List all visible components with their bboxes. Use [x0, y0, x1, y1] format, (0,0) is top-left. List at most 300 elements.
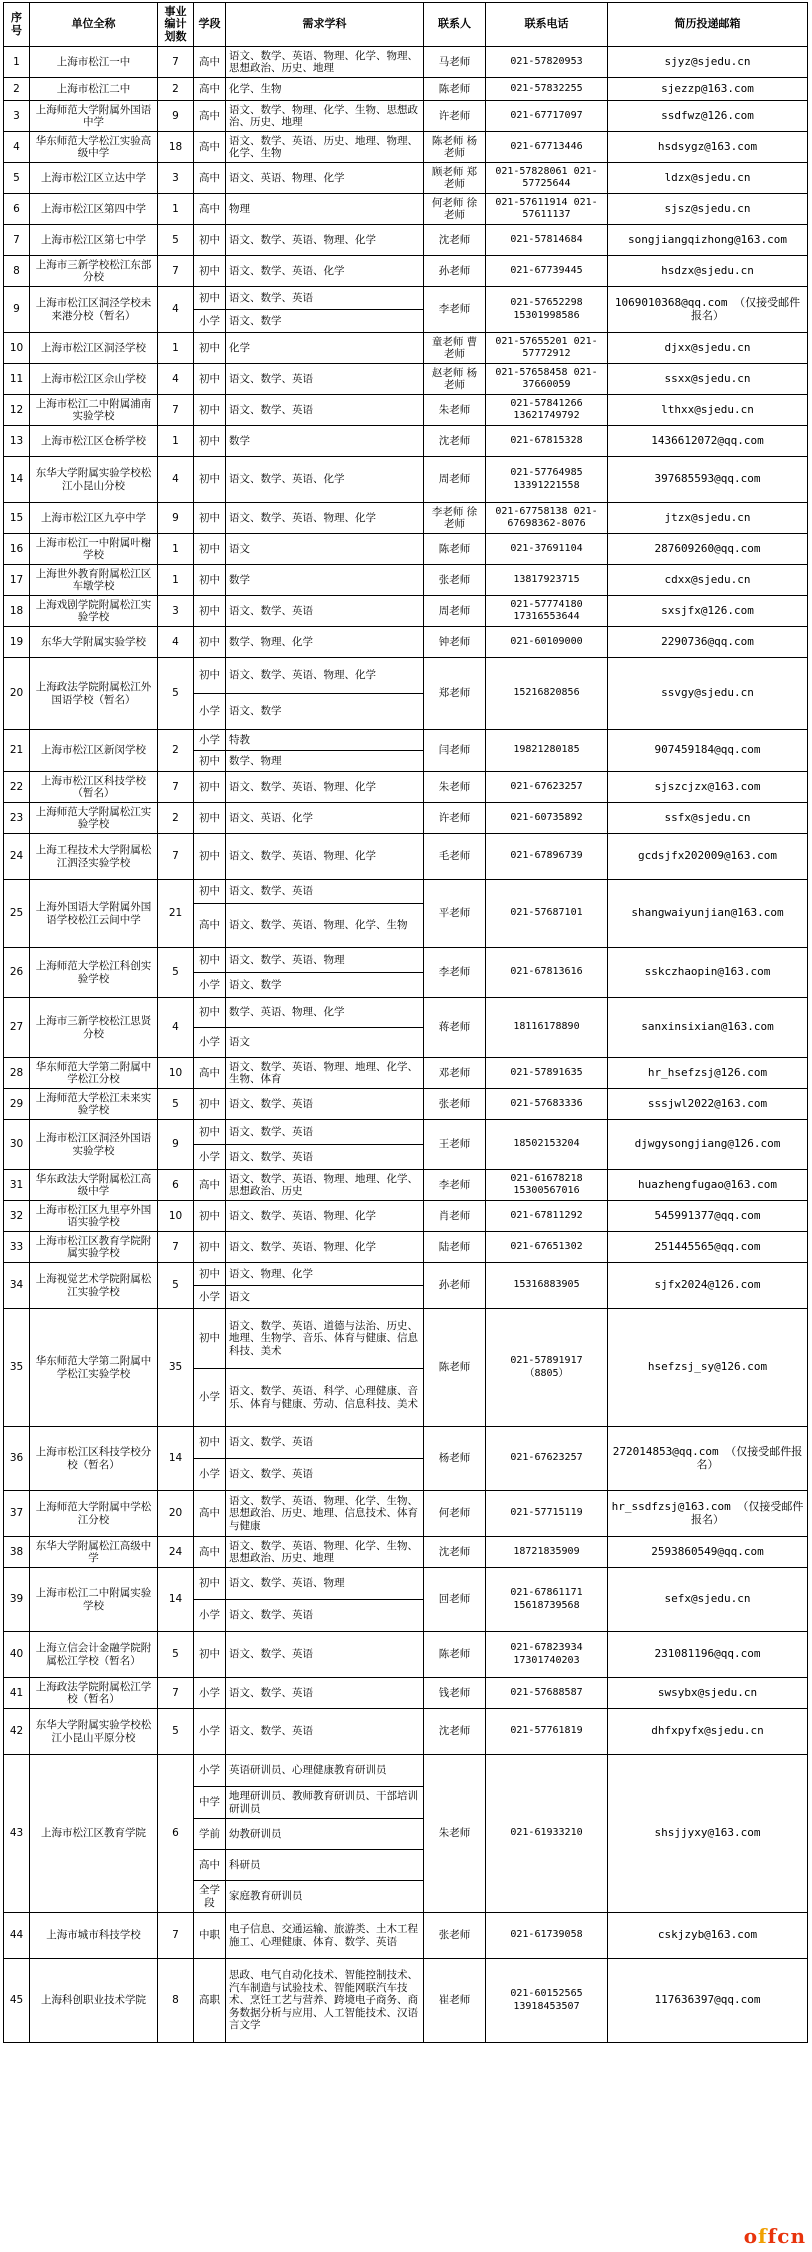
contact-phone: 021-57891917 （8805）: [486, 1309, 608, 1427]
table-row: [4, 132, 808, 163]
required-subjects: 语文、数学、英语、科学、心理健康、音乐、体育与健康、劳动、信息科技、美术: [226, 1369, 424, 1427]
school-segment: 初中: [194, 395, 226, 426]
contact-person: 周老师: [424, 596, 486, 627]
plan-count: 1: [158, 565, 194, 596]
school-segment: 高中: [194, 78, 226, 101]
unit-name: 上海市松江二中: [30, 78, 158, 101]
required-subjects: 语文、数学、英语、物理、化学: [226, 225, 424, 256]
required-subjects: 化学、生物: [226, 78, 424, 101]
watermark-letter: n: [790, 2224, 806, 2248]
row-number: 25: [4, 880, 30, 948]
unit-name: 东华大学附属松江高级中学: [30, 1537, 158, 1568]
plan-count: 5: [158, 1709, 194, 1755]
watermark-letter: o: [743, 2224, 759, 2248]
resume-email[interactable]: songjiangqizhong@163.com: [608, 225, 808, 256]
resume-email[interactable]: 907459184@qq.com: [608, 730, 808, 772]
resume-email[interactable]: 231081196@qq.com: [608, 1632, 808, 1678]
contact-phone: 021-60152565 13918453507: [486, 1959, 608, 2043]
unit-name: 上海市松江二中附属浦南实验学校: [30, 395, 158, 426]
contact-person: 王老师: [424, 1120, 486, 1170]
contact-phone: 021-57715119: [486, 1491, 608, 1537]
plan-count: 4: [158, 627, 194, 658]
school-segment: 初中: [194, 565, 226, 596]
plan-count: 4: [158, 364, 194, 395]
resume-email[interactable]: dhfxpyfx@sjedu.cn: [608, 1709, 808, 1755]
required-subjects: 语文、英语、化学: [226, 803, 424, 834]
unit-name: 华东师范大学松江实验高级中学: [30, 132, 158, 163]
required-subjects: 语文、物理、化学: [226, 1263, 424, 1286]
unit-name: 上海市松江区佘山学校: [30, 364, 158, 395]
resume-email[interactable]: 1069010368@qq.com （仅接受邮件报名）: [608, 287, 808, 333]
required-subjects: 数学: [226, 426, 424, 457]
contact-person: 沈老师: [424, 225, 486, 256]
table-row: [4, 834, 808, 880]
school-segment: 全学段: [194, 1881, 226, 1913]
row-number: 37: [4, 1491, 30, 1537]
unit-name: 上海市松江区洞泾外国语实验学校: [30, 1120, 158, 1170]
contact-person: 邓老师: [424, 1058, 486, 1089]
school-segment: 高中: [194, 47, 226, 78]
school-segment: 初中: [194, 457, 226, 503]
unit-name: 上海市三新学校松江东部分校: [30, 256, 158, 287]
row-number: 13: [4, 426, 30, 457]
unit-name: 上海市三新学校松江思贤分校: [30, 998, 158, 1058]
resume-email[interactable]: cskjzyb@163.com: [608, 1913, 808, 1959]
table-row: [4, 1913, 808, 1959]
unit-name: 上海市松江区九里亭外国语实验学校: [30, 1201, 158, 1232]
contact-phone: 021-57611914 021-57611137: [486, 194, 608, 225]
school-segment: 初中: [194, 1232, 226, 1263]
plan-count: 24: [158, 1537, 194, 1568]
table-row: [4, 1427, 808, 1459]
header-cell: 简历投递邮箱: [608, 3, 808, 47]
table-row: [4, 1959, 808, 2043]
plan-count: 2: [158, 730, 194, 772]
required-subjects: 科研员: [226, 1850, 424, 1881]
contact-phone: 021-61739058: [486, 1913, 608, 1959]
row-number: 36: [4, 1427, 30, 1491]
contact-person: 崔老师: [424, 1959, 486, 2043]
required-subjects: 家庭教育研训员: [226, 1881, 424, 1913]
required-subjects: 语文、数学: [226, 694, 424, 730]
resume-email[interactable]: gcdsjfx202009@163.com: [608, 834, 808, 880]
school-segment: 小学: [194, 1755, 226, 1787]
required-subjects: 语文、数学、英语: [226, 364, 424, 395]
resume-email[interactable]: 545991377@qq.com: [608, 1201, 808, 1232]
required-subjects: 物理: [226, 194, 424, 225]
required-subjects: 语文、数学、英语、物理、化学: [226, 658, 424, 694]
table-row: [4, 1058, 808, 1089]
contact-person: 陈老师 杨老师: [424, 132, 486, 163]
required-subjects: 数学、英语、物理、化学: [226, 998, 424, 1028]
plan-count: 1: [158, 333, 194, 364]
required-subjects: 语文、数学、英语: [226, 1709, 424, 1755]
resume-email[interactable]: ssvgy@sjedu.cn: [608, 658, 808, 730]
resume-email[interactable]: sssjwl2022@163.com: [608, 1089, 808, 1120]
school-segment: 初中: [194, 772, 226, 803]
resume-email[interactable]: sjyz@sjedu.cn: [608, 47, 808, 78]
table-row: [4, 47, 808, 78]
contact-phone: 021-57891635: [486, 1058, 608, 1089]
unit-name: 上海市松江区新闵学校: [30, 730, 158, 772]
table-body: [4, 47, 808, 2043]
plan-count: 21: [158, 880, 194, 948]
table-row: [4, 364, 808, 395]
watermark-letter: f: [758, 2224, 768, 2248]
row-number: 32: [4, 1201, 30, 1232]
contact-phone: 021-67896739: [486, 834, 608, 880]
unit-name: 华东师范大学第二附属中学松江实验学校: [30, 1309, 158, 1427]
required-subjects: 语文: [226, 534, 424, 565]
unit-name: 上海师范大学附属外国语中学: [30, 101, 158, 132]
school-segment: 高中: [194, 1537, 226, 1568]
required-subjects: 语文、数学、英语、物理、化学、生物: [226, 904, 424, 948]
required-subjects: 语文、数学、英语、物理、化学: [226, 503, 424, 534]
contact-phone: 021-57652298 15301998586: [486, 287, 608, 333]
school-segment: 小学: [194, 694, 226, 730]
table-row: [4, 78, 808, 101]
school-segment: 初中: [194, 426, 226, 457]
unit-name: 上海外国语大学附属外国语学校松江云间中学: [30, 880, 158, 948]
required-subjects: 思政、电气自动化技术、智能控制技术、汽车制造与试验技术、智能网联汽车技术、烹饪工艺与营养、跨境电子商务、商务数据分析与应用、人工智能技术、汉语言文学: [226, 1959, 424, 2043]
school-segment: 初中: [194, 364, 226, 395]
resume-email[interactable]: shangwaiyunjian@163.com: [608, 880, 808, 948]
school-segment: 高中: [194, 1058, 226, 1089]
school-segment: 初中: [194, 1632, 226, 1678]
plan-count: 4: [158, 998, 194, 1058]
contact-person: 张老师: [424, 565, 486, 596]
contact-phone: 18116178890: [486, 998, 608, 1058]
unit-name: 上海戏剧学院附属松江实验学校: [30, 596, 158, 627]
resume-email[interactable]: 2290736@qq.com: [608, 627, 808, 658]
required-subjects: 数学: [226, 565, 424, 596]
row-number: 5: [4, 163, 30, 194]
unit-name: 上海市松江区教育学院: [30, 1755, 158, 1913]
row-number: 2: [4, 78, 30, 101]
resume-email[interactable]: sjsz@sjedu.cn: [608, 194, 808, 225]
contact-person: 沈老师: [424, 1537, 486, 1568]
table-row: [4, 627, 808, 658]
contact-phone: 021-67815328: [486, 426, 608, 457]
table-row: [4, 1709, 808, 1755]
resume-email[interactable]: hr_hsefzsj@126.com: [608, 1058, 808, 1089]
contact-phone: 021-57814684: [486, 225, 608, 256]
required-subjects: 语文、英语、物理、化学: [226, 163, 424, 194]
table-row: [4, 101, 808, 132]
school-segment: 高中: [194, 1491, 226, 1537]
contact-person: 闫老师: [424, 730, 486, 772]
resume-email[interactable]: ldzx@sjedu.cn: [608, 163, 808, 194]
school-segment: 初中: [194, 503, 226, 534]
unit-name: 上海市城市科技学校: [30, 1913, 158, 1959]
contact-phone: 021-57820953: [486, 47, 608, 78]
school-segment: 学前: [194, 1819, 226, 1850]
unit-name: 上海师范大学松江科创实验学校: [30, 948, 158, 998]
row-number: 35: [4, 1309, 30, 1427]
contact-person: 沈老师: [424, 1709, 486, 1755]
school-segment: 小学: [194, 1459, 226, 1491]
plan-count: 7: [158, 47, 194, 78]
school-segment: 初中: [194, 803, 226, 834]
resume-email[interactable]: djxx@sjedu.cn: [608, 333, 808, 364]
resume-email[interactable]: sskczhaopin@163.com: [608, 948, 808, 998]
table-row: [4, 658, 808, 694]
contact-person: 郑老师: [424, 658, 486, 730]
contact-person: 蒋老师: [424, 998, 486, 1058]
required-subjects: 语文、数学、英语、化学: [226, 457, 424, 503]
required-subjects: 语文、数学、英语: [226, 880, 424, 904]
plan-count: 7: [158, 1913, 194, 1959]
contact-person: 孙老师: [424, 1263, 486, 1309]
contact-person: 孙老师: [424, 256, 486, 287]
plan-count: 6: [158, 1755, 194, 1913]
plan-count: 5: [158, 1632, 194, 1678]
school-segment: 小学: [194, 1286, 226, 1309]
plan-count: 10: [158, 1201, 194, 1232]
contact-person: 回老师: [424, 1568, 486, 1632]
required-subjects: 语文、数学、物理、化学、生物、思想政治、历史、地理: [226, 101, 424, 132]
contact-person: 李老师: [424, 1170, 486, 1201]
plan-count: 1: [158, 534, 194, 565]
school-segment: 高中: [194, 1850, 226, 1881]
plan-count: 4: [158, 287, 194, 333]
plan-count: 8: [158, 1959, 194, 2043]
plan-count: 5: [158, 1089, 194, 1120]
school-segment: 初中: [194, 880, 226, 904]
row-number: 33: [4, 1232, 30, 1263]
required-subjects: 幼教研训员: [226, 1819, 424, 1850]
resume-email[interactable]: djwgysongjiang@126.com: [608, 1120, 808, 1170]
unit-name: 上海市松江区洞泾学校未来港分校（暂名）: [30, 287, 158, 333]
watermark-logo: [744, 2224, 806, 2248]
unit-name: 上海市松江区第四中学: [30, 194, 158, 225]
row-number: 28: [4, 1058, 30, 1089]
contact-phone: 021-67739445: [486, 256, 608, 287]
resume-email[interactable]: 272014853@qq.com （仅接受邮件报名）: [608, 1427, 808, 1491]
contact-person: 赵老师 杨老师: [424, 364, 486, 395]
unit-name: 东华大学附属实验学校松江小昆山平原分校: [30, 1709, 158, 1755]
resume-email[interactable]: ssdfwz@126.com: [608, 101, 808, 132]
contact-person: 陈老师: [424, 1632, 486, 1678]
row-number: 24: [4, 834, 30, 880]
unit-name: 上海工程技术大学附属松江泗泾实验学校: [30, 834, 158, 880]
table-row: [4, 948, 808, 973]
school-segment: 小学: [194, 1600, 226, 1632]
table-row: [4, 395, 808, 426]
contact-person: 钟老师: [424, 627, 486, 658]
unit-name: 上海市松江一中: [30, 47, 158, 78]
unit-name: 华东政法大学附属松江高级中学: [30, 1170, 158, 1201]
school-segment: 小学: [194, 310, 226, 333]
required-subjects: 语文、数学、英语、物理、化学: [226, 1201, 424, 1232]
school-segment: 小学: [194, 1678, 226, 1709]
required-subjects: 语文、数学、英语、物理、化学: [226, 772, 424, 803]
required-subjects: 语文、数学、英语、物理: [226, 1568, 424, 1600]
resume-email[interactable]: swsybx@sjedu.cn: [608, 1678, 808, 1709]
required-subjects: 语文、数学、英语: [226, 1678, 424, 1709]
resume-email[interactable]: 1436612072@qq.com: [608, 426, 808, 457]
contact-person: 朱老师: [424, 772, 486, 803]
row-number: 27: [4, 998, 30, 1058]
header-cell: 单位全称: [30, 3, 158, 47]
row-number: 39: [4, 1568, 30, 1632]
required-subjects: 语文、数学、英语、物理、化学、生物、思想政治、历史、地理: [226, 1537, 424, 1568]
row-number: 26: [4, 948, 30, 998]
school-segment: 高中: [194, 194, 226, 225]
contact-phone: 021-61678218 15300567016: [486, 1170, 608, 1201]
resume-email[interactable]: 117636397@qq.com: [608, 1959, 808, 2043]
contact-phone: 021-67713446: [486, 132, 608, 163]
required-subjects: 语文、数学: [226, 973, 424, 998]
school-segment: 初中: [194, 1427, 226, 1459]
required-subjects: 英语研训员、心理健康教育研训员: [226, 1755, 424, 1787]
required-subjects: 语文、数学、英语、物理、化学、生物、思想政治、历史、地理、信息技术、体育与健康: [226, 1491, 424, 1537]
table-row: [4, 426, 808, 457]
contact-phone: 021-61933210: [486, 1755, 608, 1913]
resume-email[interactable]: 287609260@qq.com: [608, 534, 808, 565]
resume-email[interactable]: lthxx@sjedu.cn: [608, 395, 808, 426]
row-number: 19: [4, 627, 30, 658]
contact-phone: 021-57761819: [486, 1709, 608, 1755]
contact-phone: 021-67717097: [486, 101, 608, 132]
required-subjects: 语文、数学、英语、物理、地理、化学、生物、体育: [226, 1058, 424, 1089]
row-number: 44: [4, 1913, 30, 1959]
resume-email[interactable]: 251445565@qq.com: [608, 1232, 808, 1263]
unit-name: 上海师范大学松江未来实验学校: [30, 1089, 158, 1120]
plan-count: 14: [158, 1427, 194, 1491]
resume-email[interactable]: 397685593@qq.com: [608, 457, 808, 503]
unit-name: 上海科创职业技术学院: [30, 1959, 158, 2043]
contact-phone: 021-57683336: [486, 1089, 608, 1120]
contact-person: 张老师: [424, 1913, 486, 1959]
required-subjects: 语文、数学、英语: [226, 1600, 424, 1632]
plan-count: 4: [158, 457, 194, 503]
resume-email[interactable]: sjezzp@163.com: [608, 78, 808, 101]
resume-email[interactable]: cdxx@sjedu.cn: [608, 565, 808, 596]
contact-person: 许老师: [424, 803, 486, 834]
plan-count: 7: [158, 1232, 194, 1263]
table-row: [4, 596, 808, 627]
unit-name: 上海市松江区九亭中学: [30, 503, 158, 534]
resume-email[interactable]: sanxinsixian@163.com: [608, 998, 808, 1058]
school-segment: 初中: [194, 225, 226, 256]
contact-phone: 021-67758138 021-67698362-8076: [486, 503, 608, 534]
school-segment: 初中: [194, 596, 226, 627]
watermark-letter: c: [777, 2224, 791, 2248]
unit-name: 上海市松江二中附属实验学校: [30, 1568, 158, 1632]
unit-name: 上海市松江区教育学院附属实验学校: [30, 1232, 158, 1263]
row-number: 3: [4, 101, 30, 132]
header-row: [4, 3, 808, 47]
table-row: [4, 1568, 808, 1600]
unit-name: 上海立信会计金融学院附属松江学校（暂名）: [30, 1632, 158, 1678]
school-segment: 小学: [194, 1028, 226, 1058]
required-subjects: 语文、数学、英语、物理、地理、化学、思想政治、历史: [226, 1170, 424, 1201]
required-subjects: 语文: [226, 1028, 424, 1058]
resume-email[interactable]: 2593860549@qq.com: [608, 1537, 808, 1568]
resume-email[interactable]: sjszcjzx@163.com: [608, 772, 808, 803]
plan-count: 2: [158, 78, 194, 101]
row-number: 11: [4, 364, 30, 395]
table-row: [4, 803, 808, 834]
school-segment: 初中: [194, 1201, 226, 1232]
school-segment: 初中: [194, 1120, 226, 1145]
watermark-text: [744, 2224, 806, 2248]
school-segment: 初中: [194, 834, 226, 880]
table-row: [4, 1201, 808, 1232]
required-subjects: 化学: [226, 333, 424, 364]
table-row: [4, 1491, 808, 1537]
school-segment: 初中: [194, 256, 226, 287]
resume-email[interactable]: hsdzx@sjedu.cn: [608, 256, 808, 287]
school-segment: 初中: [194, 1309, 226, 1369]
resume-email[interactable]: shsjjyxy@163.com: [608, 1755, 808, 1913]
school-segment: 初中: [194, 627, 226, 658]
resume-email[interactable]: ssxx@sjedu.cn: [608, 364, 808, 395]
contact-person: 李老师 徐老师: [424, 503, 486, 534]
plan-count: 1: [158, 194, 194, 225]
unit-name: 华东师范大学第二附属中学松江分校: [30, 1058, 158, 1089]
contact-phone: 021-67813616: [486, 948, 608, 998]
resume-email[interactable]: hr_ssdfzsj@163.com （仅接受邮件报名）: [608, 1491, 808, 1537]
contact-phone: 021-57832255: [486, 78, 608, 101]
contact-phone: 021-67823934 17301740203: [486, 1632, 608, 1678]
row-number: 14: [4, 457, 30, 503]
school-segment: 初中: [194, 948, 226, 973]
plan-count: 9: [158, 503, 194, 534]
school-segment: 小学: [194, 973, 226, 998]
resume-email[interactable]: sjfx2024@126.com: [608, 1263, 808, 1309]
resume-email[interactable]: huazhengfugao@163.com: [608, 1170, 808, 1201]
required-subjects: 语文、数学、英语、物理: [226, 948, 424, 973]
row-number: 42: [4, 1709, 30, 1755]
row-number: 6: [4, 194, 30, 225]
plan-count: 7: [158, 256, 194, 287]
table-row: [4, 457, 808, 503]
plan-count: 5: [158, 1263, 194, 1309]
row-number: 12: [4, 395, 30, 426]
row-number: 10: [4, 333, 30, 364]
contact-person: 平老师: [424, 880, 486, 948]
resume-email[interactable]: jtzx@sjedu.cn: [608, 503, 808, 534]
row-number: 18: [4, 596, 30, 627]
table-row: [4, 163, 808, 194]
plan-count: 3: [158, 163, 194, 194]
required-subjects: 语文、数学、英语: [226, 395, 424, 426]
table-row: [4, 1632, 808, 1678]
contact-phone: 15316883905: [486, 1263, 608, 1309]
resume-email[interactable]: ssfx@sjedu.cn: [608, 803, 808, 834]
unit-name: 上海政法学院附属松江学校（暂名）: [30, 1678, 158, 1709]
table-row: [4, 1309, 808, 1369]
resume-email[interactable]: sxsjfx@126.com: [608, 596, 808, 627]
table-row: [4, 1755, 808, 1787]
plan-count: 9: [158, 101, 194, 132]
plan-count: 7: [158, 772, 194, 803]
resume-email[interactable]: hsdsygz@163.com: [608, 132, 808, 163]
header-cell: 需求学科: [226, 3, 424, 47]
row-number: 16: [4, 534, 30, 565]
contact-person: 周老师: [424, 457, 486, 503]
row-number: 21: [4, 730, 30, 772]
required-subjects: 语文、数学、英语、历史、地理、物理、化学、生物: [226, 132, 424, 163]
resume-email[interactable]: hsefzsj_sy@126.com: [608, 1309, 808, 1427]
row-number: 23: [4, 803, 30, 834]
contact-person: 沈老师: [424, 426, 486, 457]
contact-phone: 021-57764985 13391221558: [486, 457, 608, 503]
school-segment: 初中: [194, 658, 226, 694]
resume-email[interactable]: sefx@sjedu.cn: [608, 1568, 808, 1632]
